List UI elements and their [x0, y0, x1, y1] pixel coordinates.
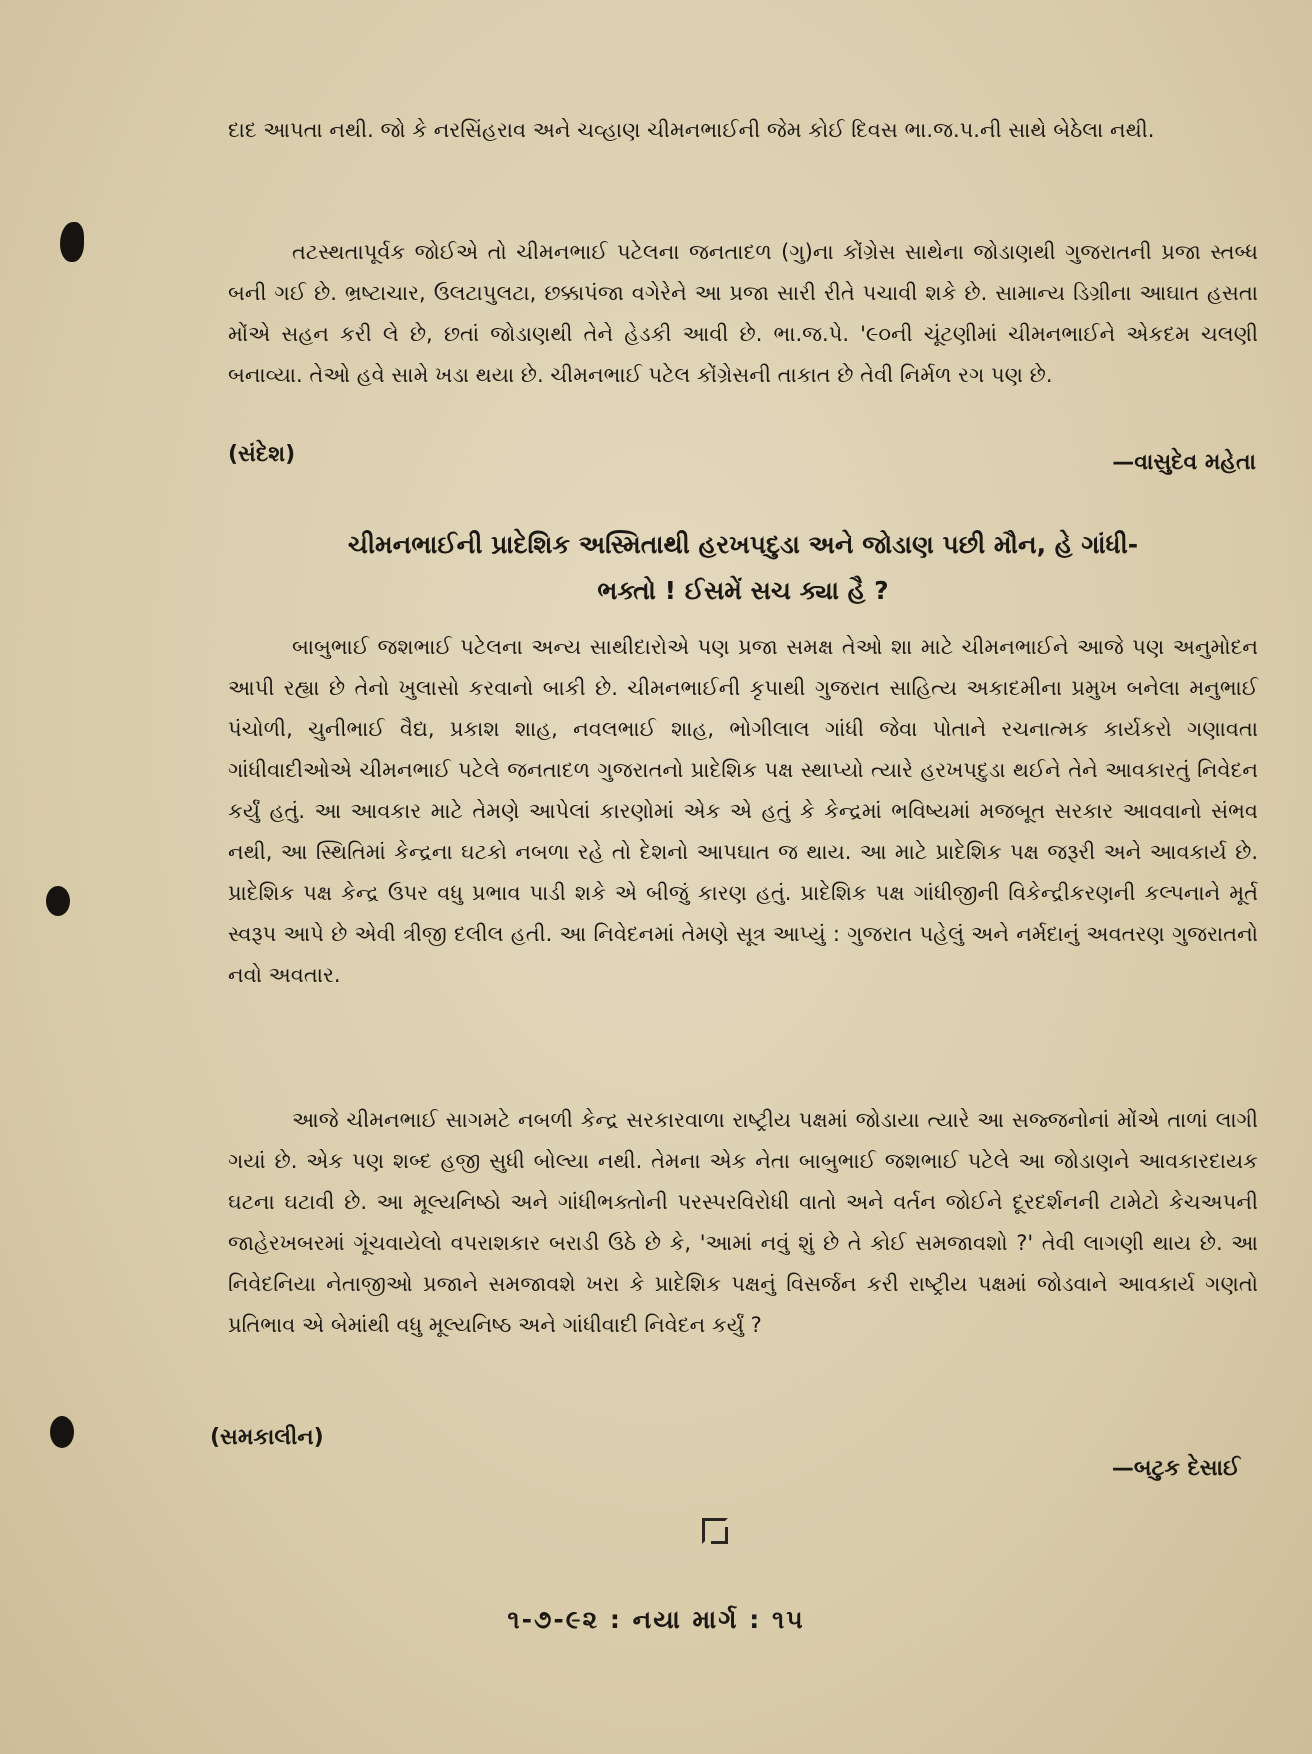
punch-hole-bottom — [50, 1416, 74, 1448]
paragraph-3: બાબુભાઈ જશભાઈ પટેલના અન્ય સાથીદારોએ પણ પ્રજા સમક્ષ તેઓ શા માટે ચીમનભાઈને આજે પણ અનુમોદન આપી રહ્યા છે તેનો ખુલાસો કરવાનો બાકી છે. ચીમનભાઈની કૃપાથી ગુજરાત સાહિત્ય અકાદમીના પ્રમુખ બનેલા મનુભાઈ પંચોળી, ચુનીભાઈ વૈદ્ય, પ્રકાશ શાહ, નવલભાઈ શાહ, ભોગીલાલ ગાંધી જેવા પોતાને રચનાત્મક કાર્યકરો ગણાવતા ગાંધીવાદીઓએ ચીમનભાઈ પટેલે જનતાદળ ગુજરાતનો પ્રાદેશિક પક્ષ સ્થાપ્યો ત્યારે હરખપદુડા થઈને તેને આવકારતું નિવેદન કર્યું હતું. આ આવકાર માટે તેમણે આપેલાં કારણોમાં એક એ હતું કે કેન્દ્રમાં ભવિષ્યમાં મજબૂત સરકાર આવવાનો સંભવ નથી, આ સ્થિતિમાં કેન્દ્રના ઘટકો નબળા રહે તો દેશનો આપઘાત જ થાય. આ માટે પ્રાદેશિક પક્ષ જરૂરી અને આવકાર્ય છે. પ્રાદેશિક પક્ષ કેન્દ્ર ઉપર વધુ પ્રભાવ પાડી શકે એ બીજું કારણ હતું. પ્રાદેશિક પક્ષ ગાંધીજીની વિકેન્દ્રીકરણની કલ્પનાને મૂર્ત સ્વરૂપ આપે છે એવી ત્રીજી દલીલ હતી. આ નિવેદનમાં તેમણે સૂત્ર આપ્યું : ગુજરાત પહેલું અને નર્મદાનું અવતરણ ગુજરાતનો નવો અવતાર. — [228, 635, 1258, 987]
punch-hole-top — [60, 222, 84, 262]
heading-line-2: ભક્તો ! ઈસમેં સચ ક્યા હૈ ? — [597, 576, 889, 605]
article-heading — [228, 522, 1258, 614]
citation-samkalin: (સમકાલીન) — [210, 1425, 324, 1450]
page-footer: ૧-૭-૯૨ : નયા માર્ગ : ૧૫ — [507, 1605, 805, 1634]
punch-hole-middle — [46, 886, 70, 916]
signature-batuk-desai: —બટુક દેસાઈ — [1111, 1456, 1240, 1481]
end-of-article-mark — [702, 1518, 728, 1544]
paragraph-2: તટસ્થતાપૂર્વક જોઈએ તો ચીમનભાઈ પટેલના જનતાદળ (ગુ)ના કોંગ્રેસ સાથેના જોડાણથી ગુજરાતની પ્રજા સ્તબ્ધ બની ગઈ છે. ભ્રષ્ટાચાર, ઉલટાપુલટા, છક્કાપંજા વગેરેને આ પ્રજા સારી રીતે પચાવી શકે છે. સામાન્ય ડિગ્રીના આઘાત હસતા મોંએ સહન કરી લે છે, છતાં જોડાણથી તેને હેડકી આવી છે. ભા.જ.પે. '૯૦ની ચૂંટણીમાં ચીમનભાઈને એકદમ ચલણી બનાવ્યા. તેઓ હવે સામે ખડા થયા છે. ચીમનભાઈ પટેલ કોંગ્રેસની તાકાત છે તેવી નિર્મળ રગ પણ છે. — [228, 240, 1258, 387]
signature-vasudev-maheta: —વાસુદેવ મહેતા — [1112, 450, 1256, 475]
citation-sandesh: (સંદેશ) — [228, 442, 296, 467]
heading-line-1: ચીમનભાઈની પ્રાદેશિક અસ્મિતાથી હરખપદુડા અને જોડાણ પછી મૌન, હે ગાંધી- — [347, 530, 1139, 559]
paragraph-4: આજે ચીમનભાઈ સાગમટે નબળી કેન્દ્ર સરકારવાળા રાષ્ટ્રીય પક્ષમાં જોડાયા ત્યારે આ સજ્જનોનાં મોંએ તાળાં લાગી ગયાં છે. એક પણ શબ્દ હજી સુધી બોલ્યા નથી. તેમના એક નેતા બાબુભાઈ જશભાઈ પટેલે આ જોડાણને આવકારદાયક ઘટના ઘટાવી છે. આ મૂલ્યનિષ્ઠો અને ગાંધીભક્તોની પરસ્પરવિરોધી વાતો અને વર્તન જોઈને દૂરદર્શનની ટામેટો કેચઅપની જાહેરખબરમાં ગૂંચવાયેલો વપરાશકાર બરાડી ઉઠે છે કે, 'આમાં નવું શું છે તે કોઈ સમજાવશો ?' તેવી લાગણી થાય છે. આ નિવેદનિયા નેતાજીઓ પ્રજાને સમજાવશે ખરા કે પ્રાદેશિક પક્ષનું વિસર્જન કરી રાષ્ટ્રીય પક્ષમાં જોડવાને આવકાર્ય ગણતો પ્રતિભાવ એ બેમાંથી વધુ મૂલ્યનિષ્ઠ અને ગાંધીવાદી નિવેદન કર્યું ? — [228, 1108, 1258, 1337]
intro-paragraph: દાદ આપતા નથી. જો કે નરસિંહરાવ અને ચવ્હાણ ચીમનભાઈની જેમ કોઈ દિવસ ભા.જ.પ.ની સાથે બેઠેલા નથી. — [228, 118, 1155, 142]
